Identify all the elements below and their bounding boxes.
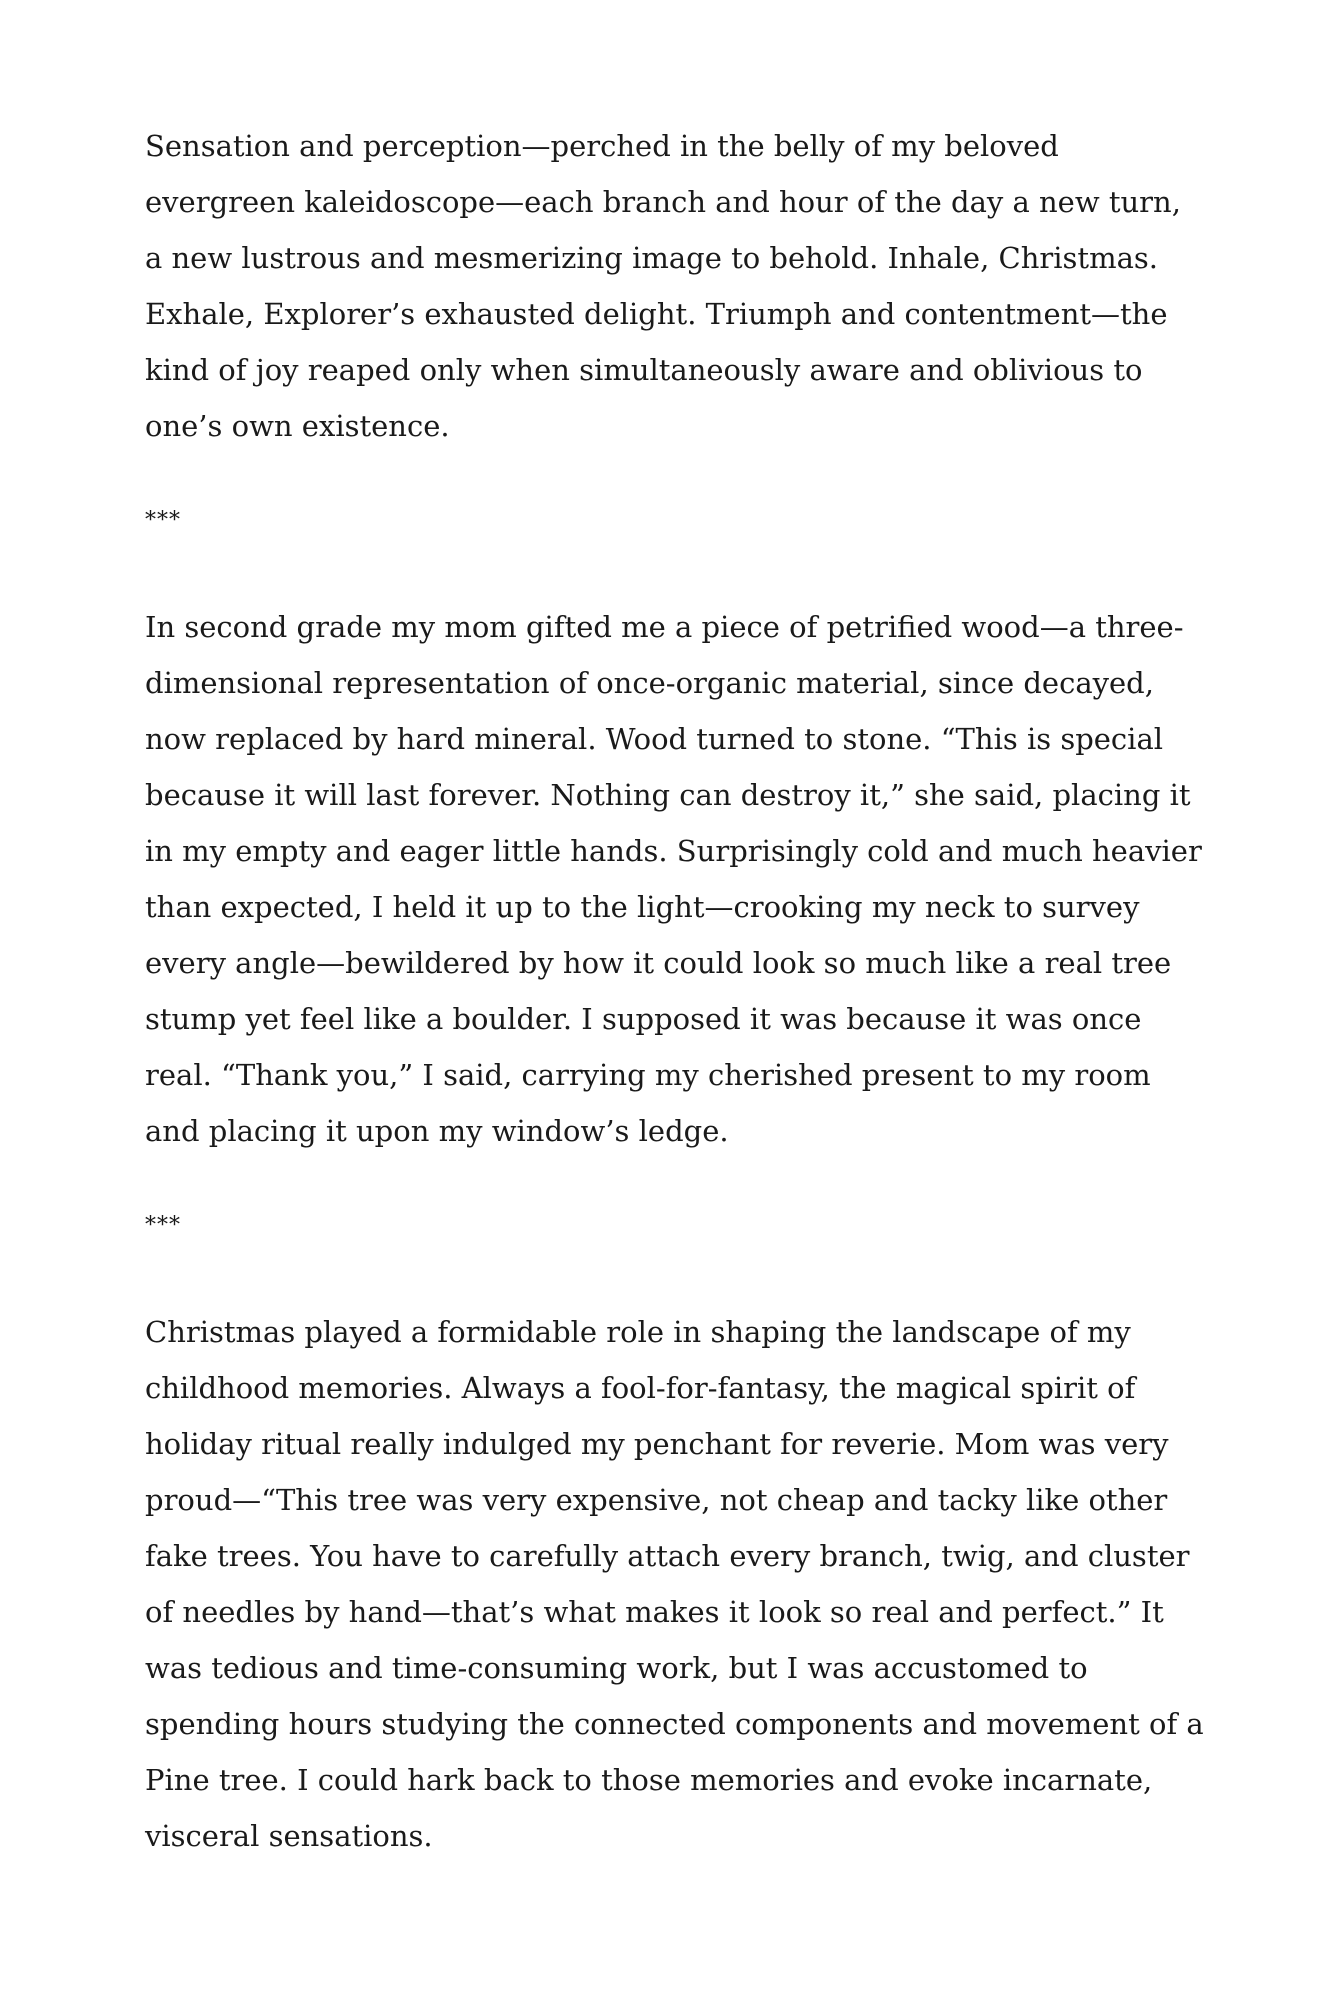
- document-body: [145, 118, 1205, 1864]
- paragraph-petrified-wood: In second grade my mom gifted me a piece of petrified wood—a three-dimensional representation of once-organic material, since decayed, now replaced by hard mineral. Wood turned to stone. “This is special because it will last forever. Nothing can destroy it,” she said, placing it in my empty and eager little hands. Surprisingly cold and much heavier than expected, I held it up to the light—crooking my neck to survey every angle—bewildered by how it could look so much like a real tree stump yet feel like a boulder. I supposed it was because it was once real. “Thank you,” I said, carrying my cherished present to my room and placing it upon my window’s ledge.: [145, 610, 1202, 1148]
- paragraph-sensation: Sensation and perception—perched in the belly of my beloved evergreen kaleidoscope—each branch and hour of the day a new turn, a new lustrous and mesmerizing image to behold. Inhale, Christmas. Exhale, Explorer’s exhausted delight. Triumph and contentment—the kind of joy reaped only when simultaneously aware and oblivious to one’s own existence.: [145, 129, 1181, 443]
- section-separator: ***: [145, 508, 181, 533]
- paragraph-christmas: Christmas played a formidable role in shaping the landscape of my childhood memories. Always a fool-for-fantasy, the magical spirit of holiday ritual really indulged my penchant for reverie. Mom was very proud—“This tree was very expensive, not cheap and tacky like other fake trees. You have to carefully attach every branch, twig, and cluster of needles by hand—that’s what makes it look so real and perfect.” It was tedious and time-consuming work, but I was accustomed to spending hours studying the connected components and movement of a Pine tree. I could hark back to those memories and evoke incarnate, visceral sensations.: [145, 1315, 1204, 1853]
- section-separator: ***: [145, 1213, 181, 1238]
